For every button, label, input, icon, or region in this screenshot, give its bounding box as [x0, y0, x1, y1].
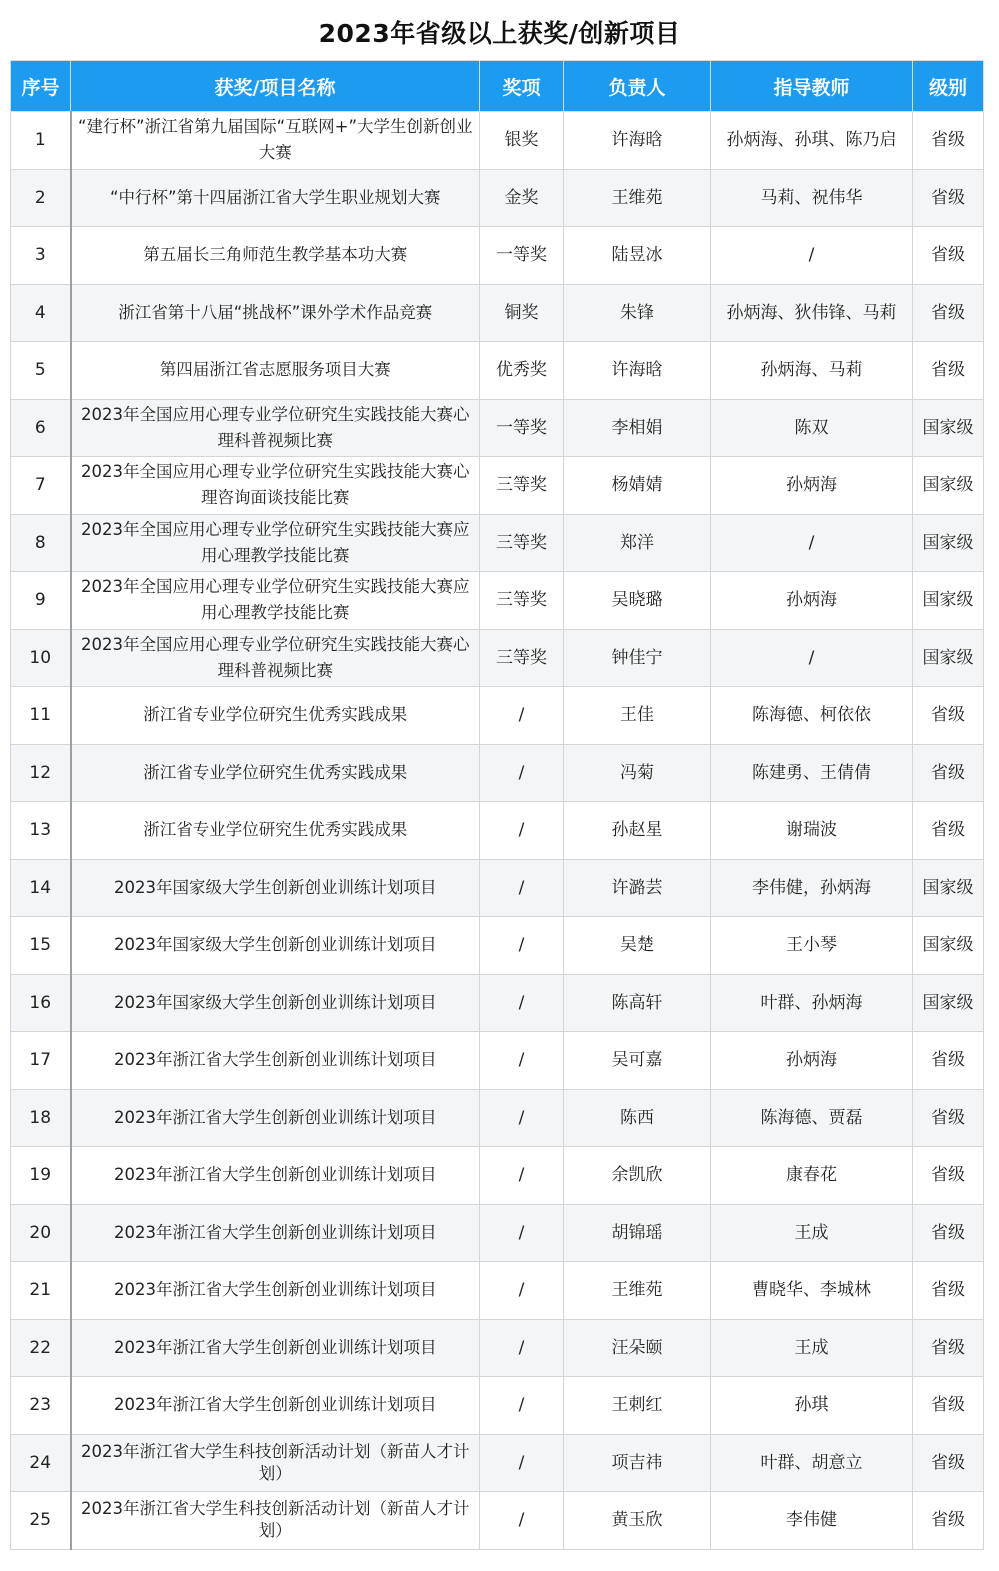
col-header-level: 级别 — [913, 61, 984, 112]
table-row — [11, 802, 984, 860]
cell-level: 省级 — [913, 169, 984, 227]
cell-award: 金奖 — [480, 169, 564, 227]
cell-project-name: 2023年浙江省大学生科技创新活动计划（新苗人才计划） — [71, 1492, 480, 1550]
cell-award: / — [480, 1434, 564, 1492]
table-row — [11, 629, 984, 687]
table-row — [11, 112, 984, 170]
cell-advisor: / — [711, 514, 913, 572]
table-row — [11, 1089, 984, 1147]
cell-project-name: 浙江省专业学位研究生优秀实践成果 — [71, 687, 480, 745]
cell-level: 国家级 — [913, 457, 984, 515]
cell-index: 19 — [11, 1147, 71, 1205]
table-row — [11, 1262, 984, 1320]
cell-advisor: 孙炳海 — [711, 1032, 913, 1090]
cell-award: / — [480, 1032, 564, 1090]
cell-project-name: 2023年浙江省大学生创新创业训练计划项目 — [71, 1089, 480, 1147]
cell-index: 8 — [11, 514, 71, 572]
cell-level: 省级 — [913, 342, 984, 400]
table-row — [11, 457, 984, 515]
cell-index: 18 — [11, 1089, 71, 1147]
cell-index: 3 — [11, 227, 71, 285]
cell-level: 省级 — [913, 802, 984, 860]
cell-advisor: / — [711, 227, 913, 285]
cell-level: 国家级 — [913, 859, 984, 917]
cell-project-name: 2023年全国应用心理专业学位研究生实践技能大赛应用心理教学技能比赛 — [71, 514, 480, 572]
cell-level: 省级 — [913, 1377, 984, 1435]
cell-award: / — [480, 687, 564, 745]
cell-advisor: 谢瑞波 — [711, 802, 913, 860]
col-header-index: 序号 — [11, 61, 71, 112]
cell-award: / — [480, 1319, 564, 1377]
table-row — [11, 1492, 984, 1550]
cell-owner: 朱锋 — [564, 284, 711, 342]
cell-index: 4 — [11, 284, 71, 342]
cell-advisor: 王小琴 — [711, 917, 913, 975]
cell-index: 17 — [11, 1032, 71, 1090]
cell-award: 优秀奖 — [480, 342, 564, 400]
cell-project-name: 2023年国家级大学生创新创业训练计划项目 — [71, 917, 480, 975]
cell-project-name: 2023年浙江省大学生创新创业训练计划项目 — [71, 1147, 480, 1205]
cell-project-name: 第五届长三角师范生教学基本功大赛 — [71, 227, 480, 285]
col-header-award: 奖项 — [480, 61, 564, 112]
cell-owner: 陈西 — [564, 1089, 711, 1147]
cell-owner: 许潞芸 — [564, 859, 711, 917]
cell-level: 省级 — [913, 1434, 984, 1492]
cell-advisor: 李伟健，孙炳海 — [711, 859, 913, 917]
cell-owner: 黄玉欣 — [564, 1492, 711, 1550]
cell-advisor: 陈建勇、王倩倩 — [711, 744, 913, 802]
cell-award: / — [480, 1262, 564, 1320]
table-row — [11, 1377, 984, 1435]
cell-owner: 王维苑 — [564, 169, 711, 227]
awards-table — [10, 60, 984, 1550]
table-row — [11, 1319, 984, 1377]
cell-award: 三等奖 — [480, 572, 564, 630]
cell-owner: 陆昱冰 — [564, 227, 711, 285]
cell-award: / — [480, 1147, 564, 1205]
cell-index: 22 — [11, 1319, 71, 1377]
cell-award: / — [480, 974, 564, 1032]
cell-level: 省级 — [913, 1204, 984, 1262]
cell-index: 13 — [11, 802, 71, 860]
cell-owner: 冯菊 — [564, 744, 711, 802]
cell-index: 14 — [11, 859, 71, 917]
cell-index: 11 — [11, 687, 71, 745]
cell-project-name: 2023年浙江省大学生创新创业训练计划项目 — [71, 1032, 480, 1090]
cell-level: 国家级 — [913, 572, 984, 630]
cell-owner: 吴可嘉 — [564, 1032, 711, 1090]
cell-index: 24 — [11, 1434, 71, 1492]
cell-advisor: 孙炳海、马莉 — [711, 342, 913, 400]
cell-level: 省级 — [913, 1032, 984, 1090]
cell-advisor: 孙炳海 — [711, 572, 913, 630]
cell-owner: 孙赵星 — [564, 802, 711, 860]
cell-project-name: 2023年全国应用心理专业学位研究生实践技能大赛心理科普视频比赛 — [71, 629, 480, 687]
table-row — [11, 1032, 984, 1090]
cell-award: / — [480, 1204, 564, 1262]
table-row — [11, 974, 984, 1032]
cell-index: 20 — [11, 1204, 71, 1262]
cell-level: 省级 — [913, 1147, 984, 1205]
col-header-name: 获奖/项目名称 — [71, 61, 480, 112]
cell-project-name: 2023年浙江省大学生创新创业训练计划项目 — [71, 1377, 480, 1435]
cell-level: 省级 — [913, 1262, 984, 1320]
cell-award: 一等奖 — [480, 399, 564, 457]
cell-advisor: 马莉、祝伟华 — [711, 169, 913, 227]
cell-project-name: 2023年浙江省大学生创新创业训练计划项目 — [71, 1262, 480, 1320]
cell-level: 国家级 — [913, 917, 984, 975]
cell-advisor: 王成 — [711, 1204, 913, 1262]
cell-project-name: 2023年国家级大学生创新创业训练计划项目 — [71, 859, 480, 917]
table-row — [11, 169, 984, 227]
cell-project-name: 浙江省专业学位研究生优秀实践成果 — [71, 744, 480, 802]
cell-award: 三等奖 — [480, 514, 564, 572]
table-header-row — [11, 61, 984, 112]
cell-project-name: 2023年国家级大学生创新创业训练计划项目 — [71, 974, 480, 1032]
cell-advisor: 曹晓华、李城林 — [711, 1262, 913, 1320]
cell-project-name: 2023年全国应用心理专业学位研究生实践技能大赛应用心理教学技能比赛 — [71, 572, 480, 630]
cell-owner: 郑洋 — [564, 514, 711, 572]
table-body — [11, 112, 984, 1550]
cell-index: 5 — [11, 342, 71, 400]
cell-award: / — [480, 1089, 564, 1147]
cell-award: 银奖 — [480, 112, 564, 170]
table-row — [11, 342, 984, 400]
cell-advisor: 孙炳海、狄伟锋、马莉 — [711, 284, 913, 342]
cell-level: 国家级 — [913, 399, 984, 457]
cell-owner: 杨婧婧 — [564, 457, 711, 515]
cell-index: 10 — [11, 629, 71, 687]
table-row — [11, 284, 984, 342]
cell-award: 三等奖 — [480, 629, 564, 687]
cell-project-name: 浙江省第十八届“挑战杯”课外学术作品竞赛 — [71, 284, 480, 342]
cell-index: 9 — [11, 572, 71, 630]
cell-owner: 许海晗 — [564, 112, 711, 170]
cell-advisor: 康春花 — [711, 1147, 913, 1205]
cell-level: 省级 — [913, 284, 984, 342]
cell-index: 16 — [11, 974, 71, 1032]
cell-index: 15 — [11, 917, 71, 975]
cell-project-name: 第四届浙江省志愿服务项目大赛 — [71, 342, 480, 400]
cell-project-name: 2023年浙江省大学生科技创新活动计划（新苗人才计划） — [71, 1434, 480, 1492]
cell-advisor: 叶群、孙炳海 — [711, 974, 913, 1032]
table-row — [11, 1204, 984, 1262]
table-row — [11, 1434, 984, 1492]
cell-index: 2 — [11, 169, 71, 227]
cell-project-name: 2023年浙江省大学生创新创业训练计划项目 — [71, 1319, 480, 1377]
cell-project-name: 浙江省专业学位研究生优秀实践成果 — [71, 802, 480, 860]
cell-award: 三等奖 — [480, 457, 564, 515]
cell-index: 25 — [11, 1492, 71, 1550]
table-row — [11, 859, 984, 917]
cell-project-name: “建行杯”浙江省第九届国际“互联网+”大学生创新创业大赛 — [71, 112, 480, 170]
table-row — [11, 917, 984, 975]
cell-level: 省级 — [913, 687, 984, 745]
cell-award: / — [480, 859, 564, 917]
cell-level: 国家级 — [913, 629, 984, 687]
cell-owner: 陈高轩 — [564, 974, 711, 1032]
cell-owner: 李相娟 — [564, 399, 711, 457]
cell-level: 国家级 — [913, 514, 984, 572]
cell-index: 23 — [11, 1377, 71, 1435]
col-header-owner: 负责人 — [564, 61, 711, 112]
cell-award: / — [480, 1377, 564, 1435]
cell-level: 国家级 — [913, 974, 984, 1032]
table-row — [11, 399, 984, 457]
page-title: 2023年省级以上获奖/创新项目 — [318, 19, 681, 48]
cell-index: 6 — [11, 399, 71, 457]
cell-level: 省级 — [913, 1089, 984, 1147]
cell-award: / — [480, 1492, 564, 1550]
table-row — [11, 514, 984, 572]
cell-award: / — [480, 744, 564, 802]
cell-owner: 王刺红 — [564, 1377, 711, 1435]
cell-advisor: 陈海德、柯依依 — [711, 687, 913, 745]
cell-index: 12 — [11, 744, 71, 802]
cell-advisor: 陈海德、贾磊 — [711, 1089, 913, 1147]
table-row — [11, 687, 984, 745]
cell-award: 一等奖 — [480, 227, 564, 285]
cell-award: / — [480, 917, 564, 975]
cell-advisor: / — [711, 629, 913, 687]
cell-owner: 王维苑 — [564, 1262, 711, 1320]
cell-owner: 钟佳宁 — [564, 629, 711, 687]
table-row — [11, 1147, 984, 1205]
table-row — [11, 744, 984, 802]
cell-index: 21 — [11, 1262, 71, 1320]
cell-index: 7 — [11, 457, 71, 515]
cell-owner: 胡锦瑶 — [564, 1204, 711, 1262]
table-row — [11, 572, 984, 630]
cell-owner: 王佳 — [564, 687, 711, 745]
cell-award: 铜奖 — [480, 284, 564, 342]
cell-owner: 吴晓璐 — [564, 572, 711, 630]
cell-advisor: 陈双 — [711, 399, 913, 457]
col-header-advisor: 指导教师 — [711, 61, 913, 112]
cell-owner: 许海晗 — [564, 342, 711, 400]
cell-owner: 项吉祎 — [564, 1434, 711, 1492]
cell-owner: 余凯欣 — [564, 1147, 711, 1205]
cell-level: 省级 — [913, 744, 984, 802]
cell-index: 1 — [11, 112, 71, 170]
cell-owner: 吴楚 — [564, 917, 711, 975]
cell-advisor: 李伟健 — [711, 1492, 913, 1550]
cell-level: 省级 — [913, 112, 984, 170]
cell-project-name: 2023年全国应用心理专业学位研究生实践技能大赛心理科普视频比赛 — [71, 399, 480, 457]
cell-advisor: 孙炳海、孙琪、陈乃启 — [711, 112, 913, 170]
cell-advisor: 王成 — [711, 1319, 913, 1377]
cell-award: / — [480, 802, 564, 860]
table-row — [11, 227, 984, 285]
cell-advisor: 孙琪 — [711, 1377, 913, 1435]
cell-advisor: 叶群、胡意立 — [711, 1434, 913, 1492]
cell-advisor: 孙炳海 — [711, 457, 913, 515]
cell-project-name: 2023年全国应用心理专业学位研究生实践技能大赛心理咨询面谈技能比赛 — [71, 457, 480, 515]
cell-project-name: “中行杯”第十四届浙江省大学生职业规划大赛 — [71, 169, 480, 227]
cell-level: 省级 — [913, 1492, 984, 1550]
cell-project-name: 2023年浙江省大学生创新创业训练计划项目 — [71, 1204, 480, 1262]
cell-level: 省级 — [913, 227, 984, 285]
cell-owner: 汪朵颐 — [564, 1319, 711, 1377]
cell-level: 省级 — [913, 1319, 984, 1377]
